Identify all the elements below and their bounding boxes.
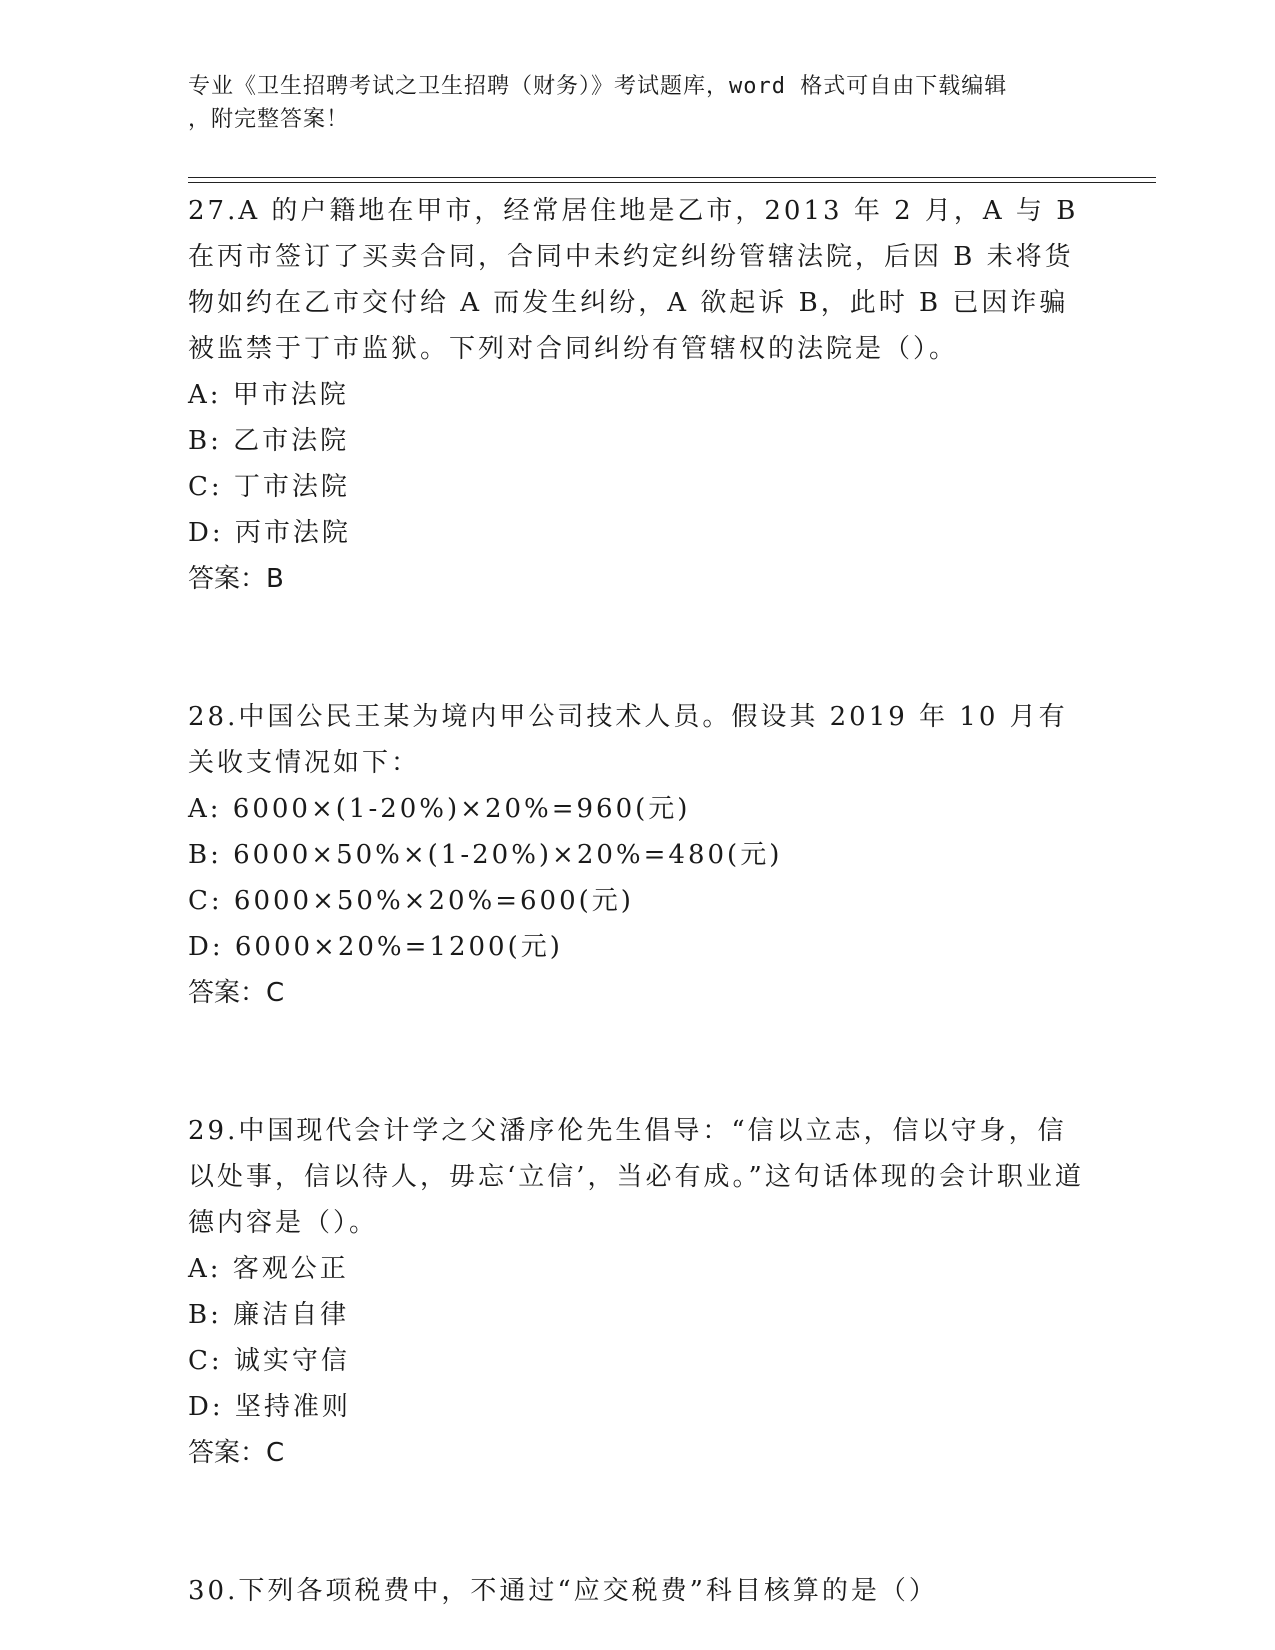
question-spacer <box>188 1476 1088 1568</box>
question-text: 28.中国公民王某为境内甲公司技术人员。假设其 2019 年 10 月有关收支情况如下： <box>188 702 1068 778</box>
question-29 <box>188 1108 1088 1476</box>
question-30 <box>188 1568 1088 1614</box>
answer: 答案：B <box>188 564 284 594</box>
header-divider-bottom <box>188 182 1156 183</box>
option-b: B: 廉洁自律 <box>188 1300 350 1330</box>
option-c: C: 丁市法院 <box>188 472 350 502</box>
option-d: D: 坚持准则 <box>188 1392 351 1422</box>
answer: 答案：C <box>188 978 285 1008</box>
question-27 <box>188 188 1088 602</box>
option-a: A: 甲市法院 <box>188 380 349 410</box>
option-c: C: 6000×50%×20%=600(元) <box>188 886 634 916</box>
question-list <box>188 188 1088 1614</box>
question-spacer <box>188 602 1088 694</box>
answer: 答案：C <box>188 1438 285 1468</box>
document-header <box>188 70 1088 136</box>
option-d: D: 丙市法院 <box>188 518 351 548</box>
header-line-1: 专业《卫生招聘考试之卫生招聘（财务）》考试题库，word 格式可自由下载编辑 <box>188 74 1008 99</box>
option-a: A: 6000×(1-20%)×20%=960(元) <box>188 794 691 824</box>
question-text: 29.中国现代会计学之父潘序伦先生倡导：“信以立志，信以守身，信以处事，信以待人，毋忘‘立信’，当必有成。”这句话体现的会计职业道德内容是（）。 <box>188 1116 1084 1238</box>
question-28 <box>188 694 1088 1016</box>
option-b: B: 乙市法院 <box>188 426 350 456</box>
option-a: A: 客观公正 <box>188 1254 349 1284</box>
option-b: B: 6000×50%×(1-20%)×20%=480(元) <box>188 840 783 870</box>
question-spacer <box>188 1016 1088 1108</box>
option-d: D: 6000×20%=1200(元) <box>188 932 563 962</box>
header-divider-top <box>188 177 1156 178</box>
question-text: 30.下列各项税费中，不通过“应交税费”科目核算的是（） <box>188 1576 938 1606</box>
option-c: C: 诚实守信 <box>188 1346 350 1376</box>
question-text: 27.A 的户籍地在甲市，经常居住地是乙市，2013 年 2 月，A 与 B 在丙市签订了买卖合同，合同中未约定纠纷管辖法院，后因 B 未将货物如约在乙市交付给 A 而发生纠纷，A 欲起诉 B，此时 B 已因诈骗被监禁于丁市监狱。下列对合同纠纷有管辖权的法院是（）。 <box>188 196 1079 364</box>
header-line-2: ，附完整答案！ <box>188 107 350 132</box>
